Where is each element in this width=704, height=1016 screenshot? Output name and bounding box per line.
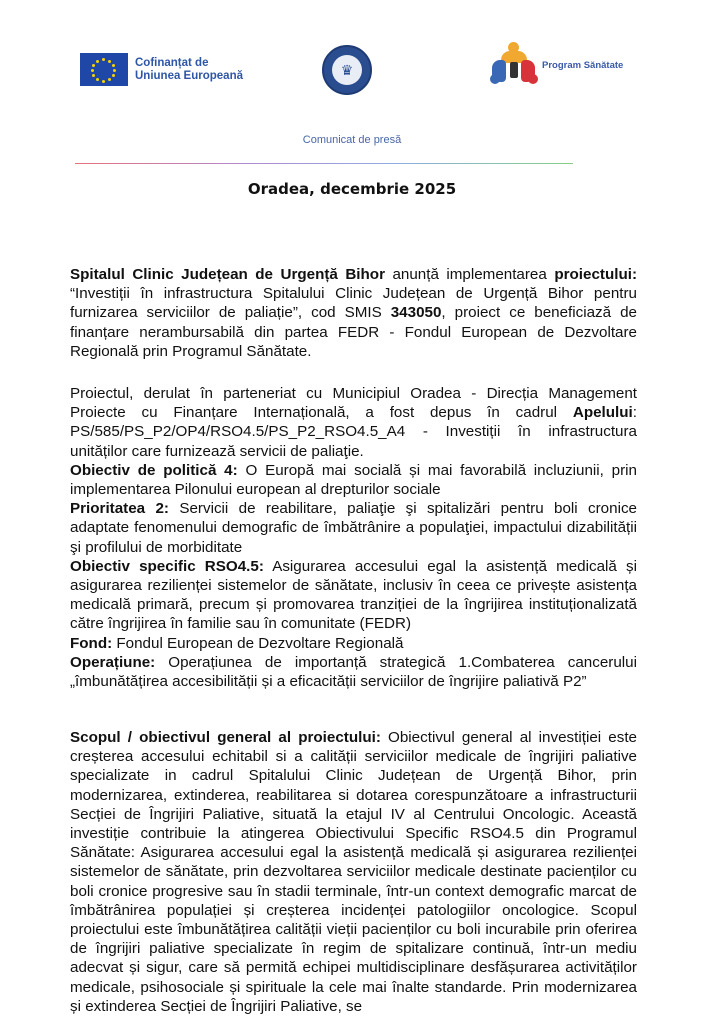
- eu-flag-icon: [80, 53, 128, 86]
- detail-fund: Fond: Fondul European de Dezvoltare Regională: [70, 634, 404, 652]
- detail-priority: Prioritatea 2: Servicii de reabilitare, paliaţie şi spitalizări pentru boli cronice adaptate fenomenului demografic de îmbătrânire a populaţiei, impactului dizabilității şi profilului de morbiditate: [70, 500, 637, 556]
- detail-operation: Operațiune: Operațiunea de importanță strategică 1.Combaterea cancerului „îmbunătățirea accesibilității și a eficacității serviciilor de îngrijire paliativă P2”: [70, 653, 637, 691]
- eu-cofunding-logo: [80, 53, 243, 86]
- program-sanatate-logo: [490, 42, 623, 88]
- romanian-government-seal-icon: [322, 45, 372, 95]
- general-objective-paragraph: Scopul / obiectivul general al proiectului: Obiectivul general al investiției este creșterea accesului echitabil si a calității serviciilor medicale de îngrijiri paliative specializate in cadrul Spitalului Clinic Județean de Urgență Bihor, prin modernizarea, extinderea, reabilitarea si dotarea corespunzătoare a infrastructurii Secției de Îngrijiri Paliative, situată la etajul IV al Centrului Oncologic. Această investiție contribuie la atingerea Obiectivului Specific RSO4.5 din Programul Sănătate: Asigurarea accesului egal la asistență medicală și asigurarea rezilienței sistemelor de sănătate, prin dezvoltarea serviciilor medicale destinate pacienților cu boli cronice progresive sau în stadii terminale, într-un context demografic marcat de îmbătrânirea populației și creșterea incidenței patologiilor oncologice. Scopul proiectului este îmbunătățirea calității vieții pacienților cu boli incurabile prin oferirea de îngrijiri paliative specializate în regim de spitalizare continuă, într-un mediu adecvat și sigur, care să permită echipei multidisciplinare desfășurarea activităților medicale, psihosociale și spirituale la cele mai înalte standarde. Prin modernizarea și extinderea Secției de Îngrijiri Paliative, se: [70, 729, 637, 1015]
- eu-logo-text: Cofinanțat de Uniunea Europeană: [135, 56, 243, 82]
- header: [0, 0, 704, 110]
- detail-specific-objective: Obiectiv specific RSO4.5: Asigurarea accesului egal la asistență medicală și asigurarea rezilienței sistemelor de sănătate, inclusiv în ceea ce privește asistența medicală primară, precum și promovarea tranziției de la îngrijirea instituționalizată către îngrijirea în familie sau în comunitate (FEDR): [70, 557, 637, 633]
- intro-paragraph: Spitalul Clinic Județean de Urgență Bihor anunță implementarea proiectului: “Investiții în infrastructura Spitalului Clinic Județean de Urgență Bihor pentru furnizarea serviciilor de paliație”, cod SMIS 343050, proiect ce beneficiază de finanțare nerambursabilă din partea FEDR - Fondul European de Dezvoltare Regională prin Programul Sănătate.: [70, 266, 637, 360]
- coat-of-arms-icon: ♛: [332, 55, 362, 85]
- project-details: [70, 384, 637, 691]
- partnership-paragraph: Proiectul, derulat în parteneriat cu Municipiul Oradea - Direcția Management Proiecte cu Finanțare Internațională, a fost depus în cadrul Apelului: PS/585/PS_P2/OP4/RSO4.5/PS_P2_RSO4.5_A4 - Investiții în infrastructura unităților care furnizează servicii de paliaţie.: [70, 385, 637, 460]
- smis-code: 343050: [390, 304, 442, 322]
- program-sanatate-label: Program Sănătate: [542, 59, 624, 71]
- press-release-label: Comunicat de presă: [302, 134, 402, 146]
- header-divider: [75, 163, 573, 164]
- detail-policy-objective: Obiectiv de politică 4: O Europă mai socială și mai favorabilă incluziunii, prin implementarea Pilonului european al drepturilor sociale: [70, 461, 637, 499]
- program-sanatate-people-icon: [490, 42, 538, 88]
- dateline: Oradea, decembrie 2025: [247, 180, 457, 198]
